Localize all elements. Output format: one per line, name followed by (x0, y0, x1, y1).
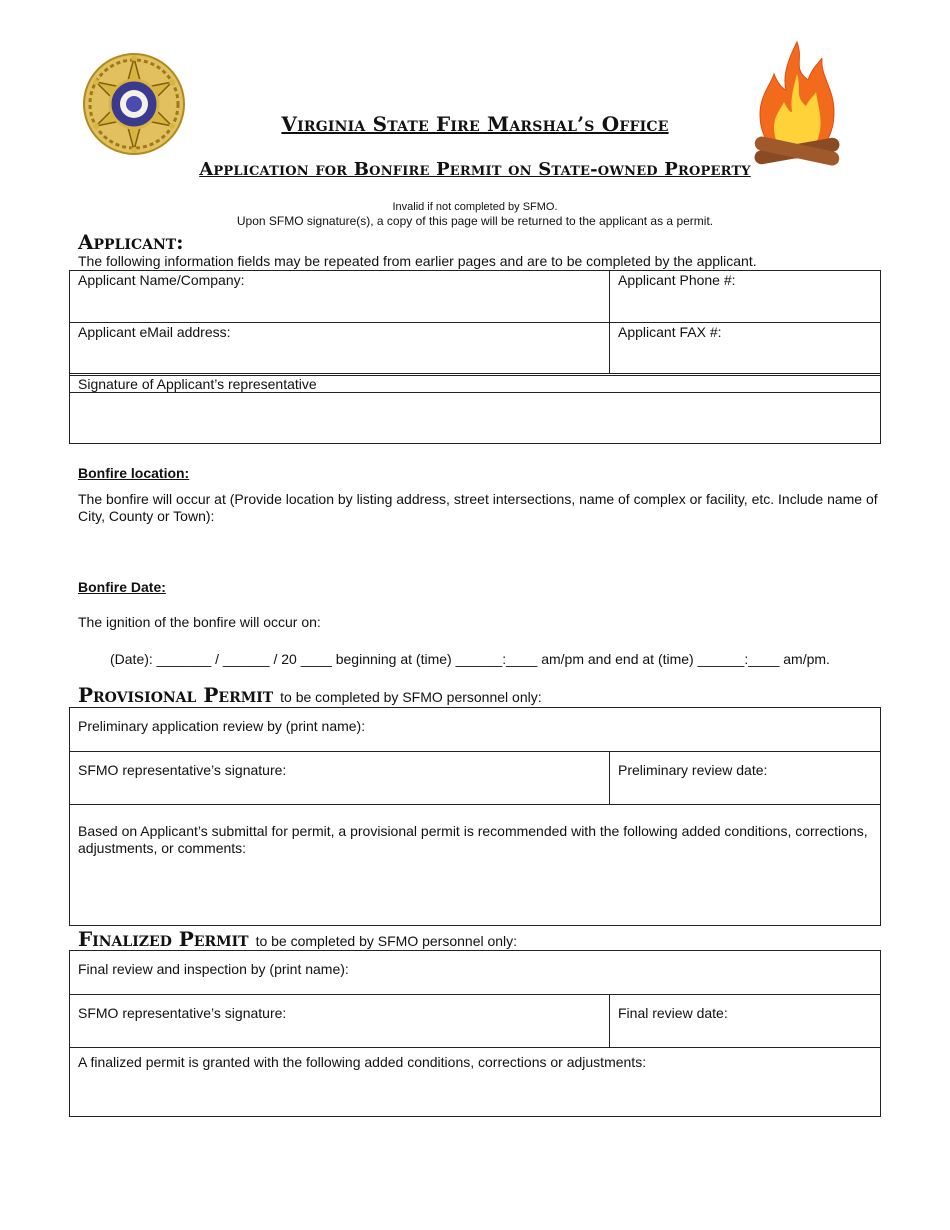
date-time-line[interactable]: (Date): _______ / ______ / 20 ____ beginning at (time) ______:____ am/pm and end at (time) ______:____ am/pm. (110, 651, 830, 667)
provisional-title: Provisional Permit (78, 683, 274, 707)
final-signature-field[interactable]: SFMO representative’s signature: (78, 1005, 287, 1021)
provisional-review-field[interactable]: Preliminary application review by (print name): (78, 718, 366, 734)
finalized-subtitle: to be completed by SFMO personnel only: (255, 933, 518, 949)
date-text: The ignition of the bonfire will occur on: (78, 614, 321, 630)
finalized-title: Finalized Permit (78, 927, 249, 951)
provisional-subtitle: to be completed by SFMO personnel only: (280, 689, 542, 705)
applicant-signature-label: Signature of Applicant’s representative (78, 376, 317, 392)
applicant-intro: The following information fields may be repeated from earlier pages and are to be completed by the applicant. (78, 253, 757, 269)
provisional-heading (78, 683, 542, 707)
location-field[interactable] (78, 527, 878, 571)
applicant-fax-field[interactable]: Applicant FAX #: (618, 324, 722, 340)
provisional-date-field[interactable]: Preliminary review date: (618, 762, 768, 778)
final-review-field[interactable]: Final review and inspection by (print name): (78, 961, 349, 977)
office-title: Virginia State Fire Marshal’s Office (281, 112, 669, 136)
form-title: Application for Bonfire Permit on State-owned Property (199, 159, 751, 180)
provisional-comments-field[interactable]: Based on Applicant’s submittal for permit, a provisional permit is recommended with the following added conditions, corrections, adjustments, or comments: (78, 823, 868, 856)
location-text: The bonfire will occur at (Provide location by listing address, street intersections, name of complex or facility, etc. Include name of City, County or Town): (78, 491, 878, 524)
applicant-heading: Applicant: (78, 230, 184, 254)
provisional-signature-field[interactable]: SFMO representative’s signature: (78, 762, 287, 778)
applicant-name-field[interactable]: Applicant Name/Company: (78, 272, 245, 288)
invalid-note: Invalid if not completed by SFMO. (392, 201, 558, 213)
bonfire-flame-icon (752, 40, 842, 172)
provisional-table (69, 707, 881, 926)
applicant-email-field[interactable]: Applicant eMail address: (78, 324, 231, 340)
return-note: Upon SFMO signature(s), a copy of this page will be returned to the applicant as a permit. (236, 214, 714, 228)
location-heading: Bonfire location: (78, 465, 190, 481)
state-fire-marshal-seal-icon (80, 52, 188, 156)
date-heading: Bonfire Date: (78, 579, 166, 595)
applicant-phone-field[interactable]: Applicant Phone #: (618, 272, 736, 288)
finalized-heading (78, 927, 517, 951)
applicant-signature-field[interactable] (70, 393, 880, 443)
final-date-field[interactable]: Final review date: (618, 1005, 728, 1021)
final-comments-field[interactable]: A finalized permit is granted with the following added conditions, corrections or adjustments: (78, 1054, 647, 1070)
